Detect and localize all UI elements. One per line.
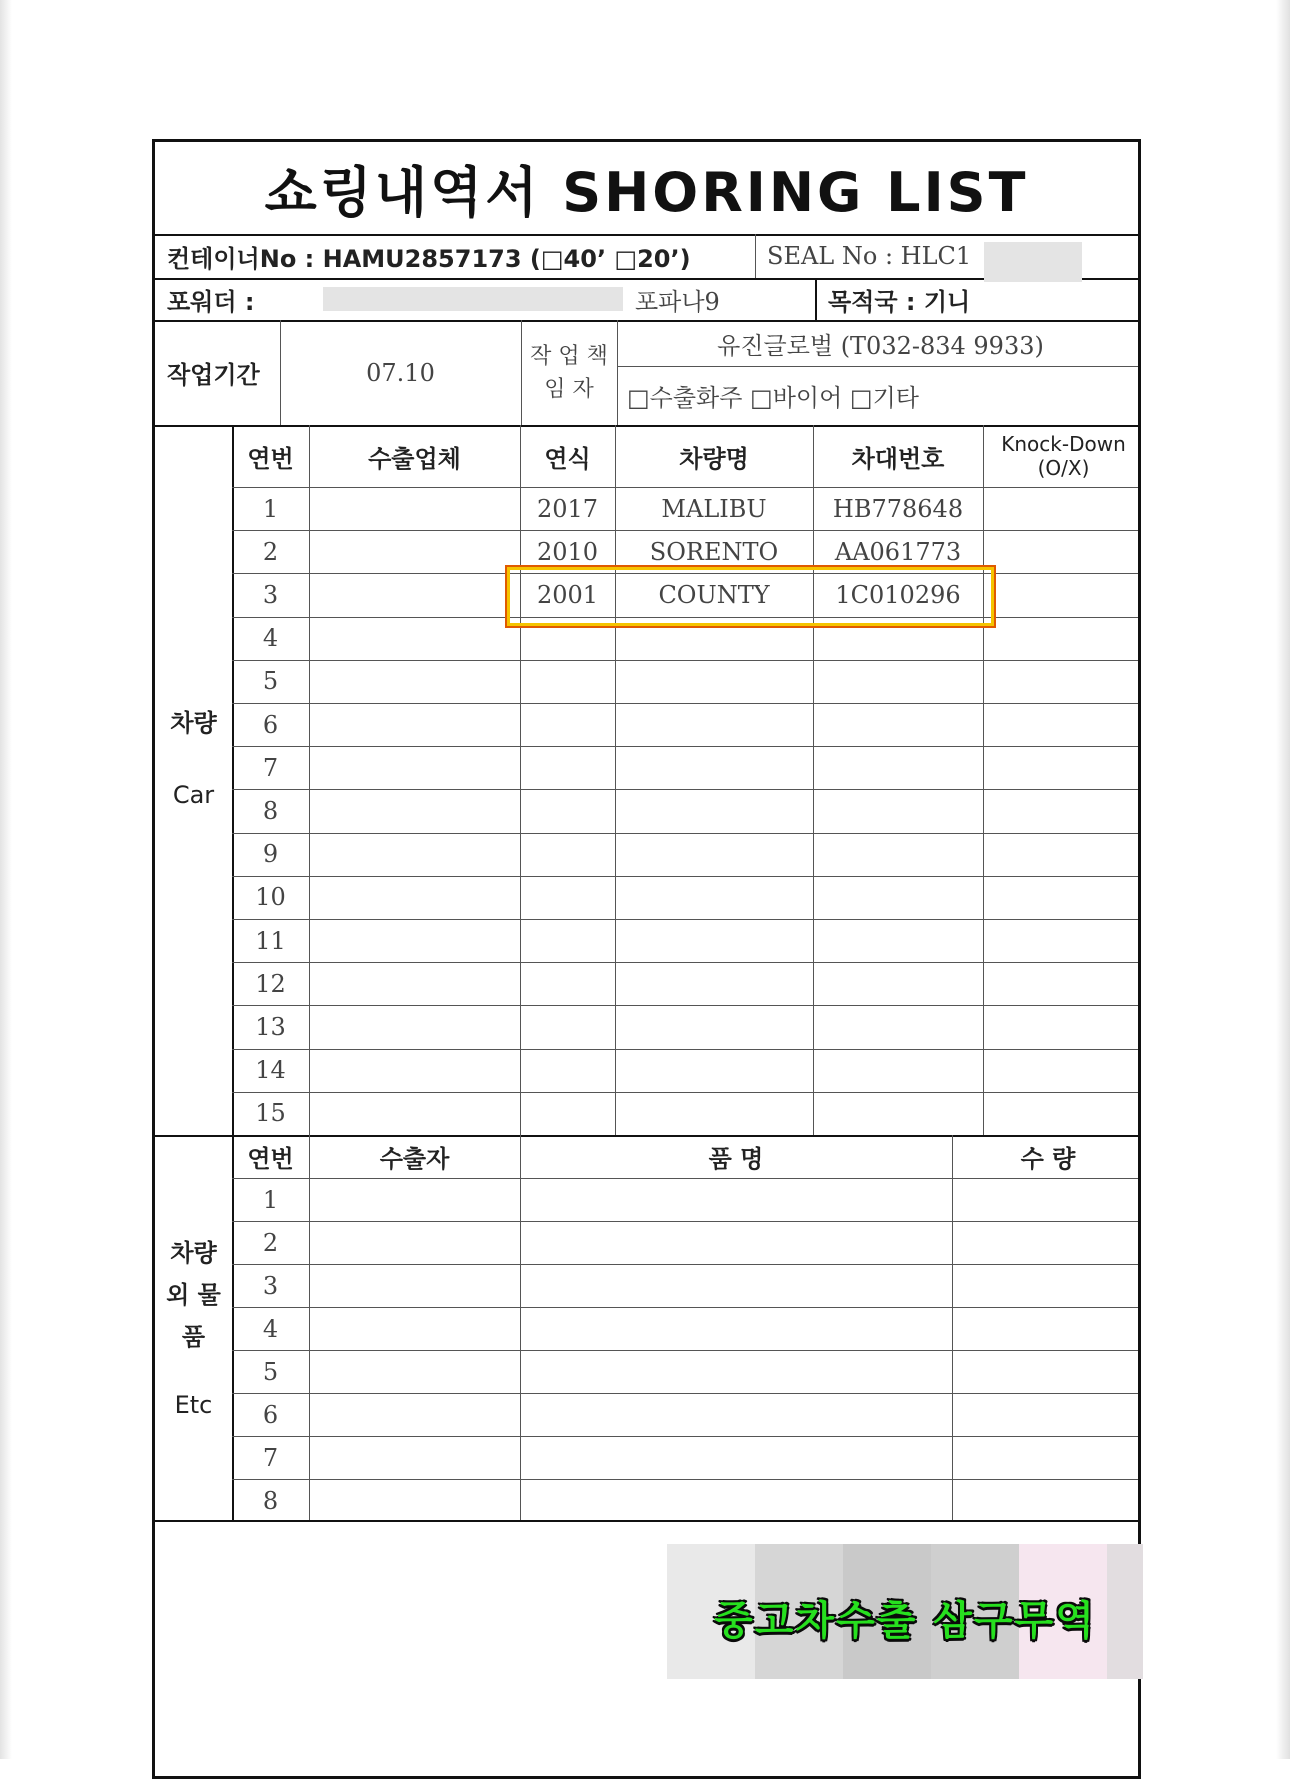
divider <box>232 919 1138 920</box>
table-cell: 8 <box>262 796 279 825</box>
row-number: 4 <box>262 1314 279 1343</box>
column-header: Knock-Down (O/X) <box>1001 432 1126 480</box>
manager-label: 작 업 책임 자 <box>530 343 608 402</box>
table-cell: 6 <box>262 710 279 739</box>
forwarder-value: 포파나9 <box>635 287 720 316</box>
divider <box>232 1264 1138 1265</box>
row-number: 3 <box>262 1271 279 1300</box>
manager-options: □수출화주 □바이어 □기타 <box>627 384 919 412</box>
table-cell: SORENTO <box>649 537 779 566</box>
manager-company: 유진글로벌 (T032-834 9933) <box>717 331 1044 360</box>
row-number: 7 <box>262 1443 279 1472</box>
row-number: 2 <box>262 1228 279 1257</box>
divider <box>309 1135 310 1522</box>
column-header: 수 량 <box>1020 1145 1076 1173</box>
redaction <box>323 287 623 311</box>
divider <box>232 1092 1138 1093</box>
table-cell: 12 <box>255 969 286 998</box>
divider <box>232 1049 1138 1050</box>
divider <box>232 703 1138 704</box>
divider <box>815 278 817 320</box>
column-header: 연번 <box>247 444 294 473</box>
stamp-text: 중고차수출 삼구무역 <box>714 1598 1096 1644</box>
table-cell: 10 <box>255 883 286 912</box>
column-header: 수출자 <box>379 1145 450 1173</box>
car-side-label: 차량 <box>170 708 217 737</box>
divider <box>155 1520 1138 1522</box>
table-cell: 9 <box>262 840 279 869</box>
divider <box>983 425 984 1135</box>
work-period-label: 작업기간 <box>167 361 260 389</box>
table-cell: 11 <box>255 926 286 955</box>
divider <box>232 1221 1138 1222</box>
etc-side-label: 차량 외 물품 <box>166 1239 221 1351</box>
row-number: 8 <box>262 1486 279 1515</box>
table-cell: 14 <box>255 1056 286 1085</box>
table-cell: 2001 <box>536 580 599 609</box>
divider <box>232 1350 1138 1351</box>
table-cell: AA061773 <box>834 537 962 566</box>
table-cell: 4 <box>262 624 279 653</box>
destination: 목적국 : 기니 <box>828 287 971 316</box>
car-side-label-en: Car <box>172 781 215 809</box>
etc-side-label-en: Etc <box>174 1391 213 1419</box>
divider <box>232 746 1138 747</box>
table-cell: 1 <box>262 494 279 523</box>
divider <box>232 1178 1138 1179</box>
table-cell: 2 <box>262 537 279 566</box>
company-stamp <box>667 1544 1143 1679</box>
page-shadow-right <box>1276 0 1290 1759</box>
page-shadow-left <box>0 0 12 1759</box>
divider <box>232 962 1138 963</box>
column-header: 품 명 <box>708 1145 764 1173</box>
work-period-value: 07.10 <box>366 358 435 387</box>
divider <box>232 1393 1138 1394</box>
shoring-list-form <box>152 139 1141 1779</box>
divider <box>309 425 310 1135</box>
table-cell: 2010 <box>536 537 599 566</box>
table-cell: 1C010296 <box>835 580 961 609</box>
column-header: 연번 <box>247 1145 294 1173</box>
divider <box>232 1479 1138 1480</box>
redaction <box>984 242 1082 282</box>
forwarder-label: 포워더 : <box>167 287 255 316</box>
page-title: 쇼링내역서 SHORING LIST <box>155 142 1138 236</box>
table-cell: 13 <box>255 1012 286 1041</box>
divider <box>232 1307 1138 1308</box>
divider <box>520 1135 521 1522</box>
divider <box>755 234 756 278</box>
divider <box>232 876 1138 877</box>
table-cell: 2017 <box>536 494 599 523</box>
container-number: 컨테이너No : HAMU2857173 (□40’ □20’) <box>167 244 691 273</box>
column-header: 차대번호 <box>851 444 945 473</box>
table-cell: COUNTY <box>658 580 770 609</box>
divider <box>232 1436 1138 1437</box>
column-header: 수출업체 <box>368 444 461 473</box>
table-cell: HB778648 <box>832 494 964 523</box>
table-cell: 3 <box>262 580 279 609</box>
divider <box>232 1005 1138 1006</box>
row-number: 6 <box>262 1400 279 1429</box>
seal-number: SEAL No : HLC1 <box>767 242 972 270</box>
divider <box>232 833 1138 834</box>
row-number: 5 <box>262 1357 279 1386</box>
highlight-box <box>507 567 994 626</box>
divider <box>232 660 1138 661</box>
table-cell: 15 <box>255 1099 286 1128</box>
column-header: 차량명 <box>679 444 749 473</box>
column-header: 연식 <box>544 444 591 473</box>
table-cell: MALIBU <box>661 494 767 523</box>
divider <box>952 1135 953 1522</box>
table-cell: 7 <box>262 753 279 782</box>
divider <box>232 789 1138 790</box>
row-number: 1 <box>262 1185 279 1214</box>
table-cell: 5 <box>262 667 279 696</box>
